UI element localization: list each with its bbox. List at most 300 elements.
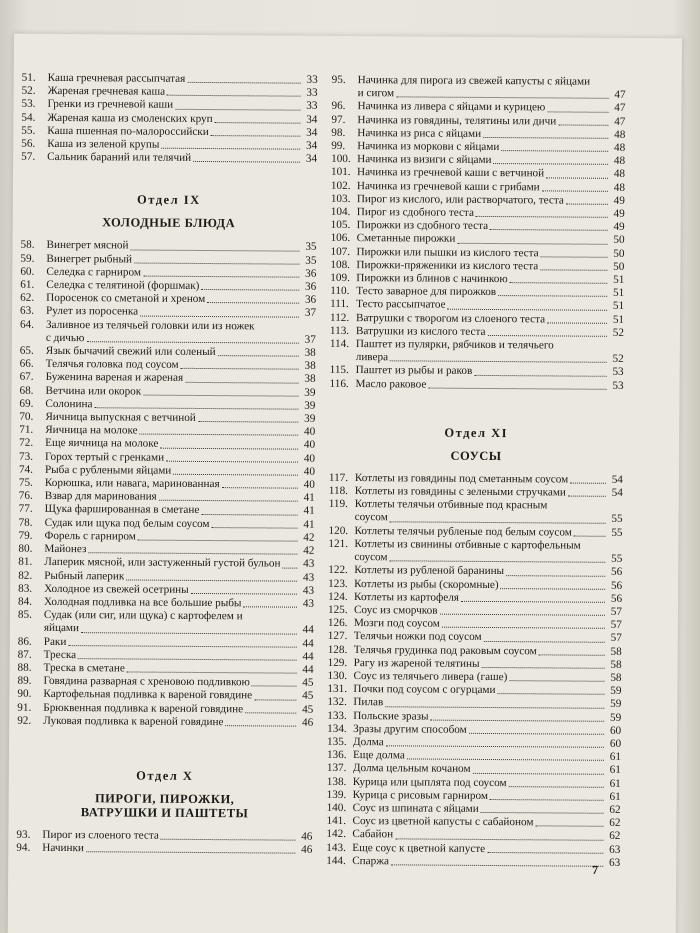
entry-number: 58.: [20, 239, 35, 252]
entry-number: 78.: [18, 516, 33, 529]
entry-title: Масло раковое: [355, 377, 427, 391]
entry-number: 105.: [330, 219, 351, 232]
entry-page: 35: [305, 254, 317, 267]
entry-number: 70.: [19, 410, 34, 423]
entry-page: 46: [301, 843, 313, 856]
entry-page: 43: [302, 584, 315, 597]
entry-number: 109.: [330, 271, 350, 285]
entry-title: Каша из зеленой крупы: [47, 137, 160, 151]
entry-title: Пилав: [353, 696, 384, 709]
entry-number: 93.: [16, 828, 31, 841]
entry-title: Поросенок со сметаной и хреном: [46, 292, 206, 306]
dot-leader: [78, 658, 297, 661]
entry-number: 103.: [330, 192, 351, 205]
entry-number: 96.: [331, 100, 346, 113]
entry-page: 51: [612, 313, 625, 326]
dot-leader: [207, 302, 299, 304]
dot-leader: [506, 575, 605, 577]
entry-title: Холодное из свежей осетрины: [44, 582, 189, 596]
dot-leader: [143, 394, 298, 396]
entry-number: 102.: [330, 179, 351, 192]
entry-number: 111.: [330, 298, 349, 311]
entry-page: 44: [302, 650, 314, 663]
dot-leader: [211, 527, 297, 529]
entry-title: Телячьи ножки под соусом: [353, 630, 482, 644]
entry-number: 86.: [17, 635, 32, 648]
entry-page: 59: [610, 684, 622, 698]
entry-number: 116.: [329, 377, 349, 390]
entry-page: 62: [609, 816, 621, 830]
entry-page: 41: [303, 505, 315, 518]
dot-leader: [390, 361, 607, 364]
entry-title: Рыба с рублеными яйцами: [44, 463, 172, 477]
entry-title: Начинка из визиги с яйцами: [357, 153, 492, 167]
entry-page: 39: [304, 399, 316, 412]
dot-leader: [473, 772, 604, 774]
entry-page: 42: [303, 544, 315, 557]
entry-title: Начинка из моркови с яйцами: [357, 140, 500, 154]
entry-number: 133.: [327, 709, 347, 722]
entry-page: 61: [609, 764, 621, 777]
dot-leader: [482, 667, 605, 669]
entry-page: 36: [305, 280, 317, 293]
entry-page: 58: [610, 658, 622, 671]
entry-title: Курица с рисовым гарниром: [352, 788, 489, 802]
entry-page: 40: [303, 452, 316, 465]
entry-number: 123.: [328, 577, 348, 590]
dot-leader: [181, 368, 299, 370]
entry-title: Рагу из жареной телятины: [353, 656, 480, 670]
entry-title: Каша пшенная по-малороссийски: [47, 124, 209, 138]
entry-number: 94.: [16, 841, 31, 854]
entry-page: 45: [302, 676, 314, 689]
entry-number: 143.: [326, 841, 346, 854]
entry-title: Лаперик мясной, или застуженный густой бульон: [44, 556, 281, 570]
toc-entry: [20, 318, 316, 346]
entry-number: 95.: [331, 73, 346, 86]
entry-number: 92.: [17, 714, 32, 727]
entry-page: 51: [612, 287, 625, 300]
entry-number: 101.: [331, 166, 351, 179]
entry-number: 137.: [326, 762, 347, 775]
entry-title: Пирожки из блинов с начинкою: [356, 272, 508, 286]
entry-title: Долма цельным кочаном: [352, 762, 471, 776]
entry-title: Картофельная подливка к вареной говядине: [43, 688, 253, 702]
entry-title: Начинка из говядины, телятины или дичи: [357, 113, 557, 128]
dot-leader: [126, 579, 297, 581]
entry-title: Мозги под соусом: [353, 617, 440, 630]
entry-page: 55: [611, 552, 623, 566]
entry-title: Тесто заварное для пирожков: [356, 285, 497, 299]
entry-title: Форель с гарниром: [44, 529, 136, 543]
entry-title: Селедка с гарниром: [46, 265, 142, 279]
entry-number: 51.: [21, 71, 36, 84]
entry-number: 115.: [329, 364, 349, 377]
entry-number: 135.: [327, 735, 347, 748]
entry-number: 104.: [330, 205, 351, 219]
entry-page: 41: [303, 518, 315, 531]
dot-leader: [431, 719, 605, 721]
dot-leader: [558, 124, 608, 125]
entry-title: Пирог из кислого, или растворчатого, теста: [356, 192, 564, 207]
entry-number: 66.: [19, 357, 34, 371]
dot-leader: [138, 540, 298, 542]
entry-title: Гренки из гречневой каши: [47, 98, 174, 112]
entry-page: 60: [609, 737, 622, 750]
toc-list-section-xi: [326, 472, 623, 870]
dot-leader: [198, 421, 299, 423]
dot-leader: [161, 839, 296, 841]
entry-number: 57.: [21, 150, 36, 164]
entry-title: Говядина разварная с хреновою подливкою: [43, 675, 250, 689]
entry-title: Корюшка, или навага, маринованная: [44, 476, 220, 491]
section-ix-title: ХОЛОДНЫЕ БЛЮДА: [102, 215, 236, 231]
entry-number: 87.: [17, 648, 32, 661]
entry-page: 58: [610, 645, 622, 658]
entry-page: 35: [305, 241, 317, 254]
entry-title: Язык бычачий свежий или соленый: [45, 344, 216, 359]
entry-page: 50: [613, 260, 625, 273]
entry-title: Пирожки из сдобного теста: [356, 219, 489, 233]
entry-number: 134.: [327, 722, 347, 735]
toc-entry: [18, 609, 314, 637]
dot-leader: [540, 269, 607, 270]
entry-title: Начинка для пирога из свежей капусты с яйцами: [357, 74, 591, 88]
entry-page: 48: [613, 155, 626, 168]
entry-title: Еще соус к цветной капусте: [352, 841, 486, 855]
entry-number: 80.: [18, 542, 33, 555]
toc-entry: [330, 338, 624, 366]
entry-page: 61: [609, 777, 621, 790]
dot-leader: [134, 262, 299, 264]
entry-title: Соус из цветной капусты с сабайоном: [352, 815, 534, 829]
entry-page: 54: [611, 486, 623, 500]
entry-number: 60.: [20, 265, 35, 278]
entry-number: 113.: [329, 324, 350, 337]
entry-title: Начинки: [42, 842, 84, 855]
entry-number: 64.: [19, 318, 35, 331]
section-x-label: Отдел X: [136, 768, 194, 783]
entry-number: 74.: [18, 463, 33, 476]
entry-page: 43: [303, 557, 315, 571]
entry-title: Жареная гречневая каша: [47, 85, 166, 98]
entry-number: 140.: [326, 801, 347, 814]
entry-page: 38: [304, 359, 316, 373]
entry-title: Спаржа: [352, 854, 390, 868]
entry-page: 36: [305, 267, 317, 280]
toc-list-section-ix: [17, 239, 316, 730]
dot-leader: [140, 434, 299, 436]
entry-title: Буженина вареная и жареная: [45, 371, 184, 385]
entry-number: 124.: [328, 590, 348, 603]
entry-title: Взвар для маринования: [44, 490, 157, 503]
dot-leader: [193, 161, 300, 163]
entry-number: 129.: [327, 656, 348, 669]
entry-number: 131.: [327, 682, 348, 696]
entry-number: 122.: [328, 564, 348, 577]
entry-title: Котлеты из рыбы (скоромные): [354, 577, 499, 591]
entry-title: Ватрушки из кислого теста: [355, 324, 486, 338]
entry-title: Майонез: [44, 542, 87, 556]
dot-leader: [86, 341, 298, 343]
dot-leader: [461, 601, 605, 603]
dot-leader: [140, 315, 299, 317]
entry-page: 50: [613, 247, 625, 260]
right-column: [326, 74, 626, 870]
dot-leader: [535, 826, 603, 827]
entry-number: 77.: [18, 503, 33, 516]
dot-leader: [476, 216, 608, 218]
entry-page: 56: [611, 566, 623, 579]
entry-page: 40: [303, 478, 315, 491]
dot-leader: [510, 282, 608, 284]
entry-title: Курица или цыплята под соусом: [352, 775, 507, 789]
entry-title: Зразы другим способом: [353, 722, 467, 736]
entry-title: Котлеты телячьи рубленые под белым соусом: [354, 524, 572, 539]
entry-page: 57: [610, 605, 623, 618]
entry-number: 54.: [21, 111, 36, 124]
entry-page: 63: [609, 843, 621, 856]
dot-leader: [448, 308, 608, 310]
entry-number: 127.: [327, 630, 348, 643]
toc-list-left-top: [21, 72, 318, 166]
entry-number: 61.: [20, 278, 35, 291]
dot-leader: [487, 852, 603, 854]
entry-title-continued: и сигом: [357, 87, 395, 100]
dot-leader: [568, 496, 606, 497]
dot-leader: [541, 256, 608, 257]
entry-number: 75.: [18, 476, 33, 489]
dot-leader: [243, 606, 297, 607]
entry-number: 114.: [329, 337, 350, 351]
entry-number: 88.: [17, 661, 32, 674]
entry-number: 139.: [326, 788, 347, 801]
entry-number: 68.: [19, 384, 34, 397]
entry-page: 45: [302, 690, 314, 703]
entry-number: 128.: [327, 643, 348, 656]
section-x-title-line1: ПИРОГИ, ПИРОЖКИ,: [94, 791, 235, 807]
entry-title-continued: с дичью: [45, 331, 85, 345]
dot-leader: [175, 108, 300, 110]
entry-title: Рыбный лаперик: [44, 569, 125, 582]
dot-leader: [501, 588, 606, 590]
entry-number: 110.: [330, 285, 350, 298]
entry-title: Телячья головка под соусом: [45, 358, 179, 372]
dot-leader: [245, 712, 296, 713]
entry-page: 61: [609, 750, 622, 764]
dot-leader: [385, 706, 604, 709]
dot-leader: [469, 733, 604, 735]
entry-number: 91.: [17, 701, 32, 714]
entry-number: 130.: [327, 669, 348, 682]
entry-number: 56.: [21, 137, 36, 150]
entry-page: 48: [613, 168, 626, 181]
dot-leader: [574, 535, 606, 536]
entry-title: Котлеты телячьи отбивные под красным: [354, 498, 548, 512]
entry-title-continued: ливера: [355, 351, 389, 364]
toc-entry: [329, 498, 623, 526]
entry-page: 48: [613, 181, 625, 194]
dot-leader: [490, 229, 608, 231]
entry-number: 97.: [331, 113, 346, 126]
dot-leader: [282, 567, 297, 568]
entry-title: Котлеты из картофеля: [354, 590, 459, 604]
entry-title: Пирожки-пряженики из кислого теста: [356, 258, 539, 273]
entry-title: Начинка из риса с яйцами: [357, 126, 482, 140]
entry-page: 61: [609, 790, 621, 803]
entry-page: 43: [302, 571, 315, 584]
entry-page: 62: [609, 830, 621, 843]
dot-leader: [254, 699, 296, 700]
toc-entry: [21, 151, 317, 166]
entry-number: 138.: [326, 775, 347, 788]
entry-page: 51: [613, 273, 625, 286]
dot-leader: [407, 759, 604, 761]
entry-number: 117.: [328, 471, 349, 484]
dot-leader: [566, 204, 608, 205]
toc-entry: [332, 74, 626, 102]
entry-title: Рулет из поросенка: [46, 305, 139, 318]
toc-list-right-top: [330, 74, 626, 393]
section-ix-label: Отдел IX: [136, 192, 201, 208]
entry-title: Винегрет рыбный: [46, 252, 133, 266]
dot-leader: [439, 614, 604, 616]
entry-title: Селедка с телятиной (форшмак): [46, 278, 200, 293]
dot-leader: [130, 249, 299, 251]
toc-entry: [17, 714, 313, 729]
dot-leader: [173, 474, 298, 476]
entry-number: 71.: [19, 423, 34, 437]
entry-title: Судак или щука под белым соусом: [44, 516, 210, 530]
dot-leader: [494, 163, 609, 165]
entry-page: 48: [614, 128, 626, 141]
entry-number: 89.: [17, 674, 32, 687]
dot-leader: [159, 500, 298, 502]
entry-number: 81.: [18, 556, 33, 569]
entry-number: 118.: [328, 484, 349, 498]
entry-page: 57: [610, 618, 622, 632]
section-xi-label: Отдел XI: [444, 425, 509, 441]
entry-number: 142.: [326, 828, 347, 841]
entry-number: 59.: [20, 252, 35, 265]
dot-leader: [222, 487, 298, 489]
dot-leader: [481, 812, 604, 814]
dot-leader: [94, 407, 298, 409]
dot-leader: [490, 799, 604, 801]
entry-title: Котлеты из говядины под сметанным соусом: [354, 471, 569, 486]
toc-entry: [330, 378, 624, 393]
entry-page: 34: [306, 139, 318, 152]
dot-leader: [509, 680, 604, 682]
entry-number: 73.: [19, 450, 34, 463]
entry-page: 39: [304, 412, 316, 425]
dot-leader: [484, 640, 605, 642]
dot-leader: [509, 786, 604, 788]
entry-page: 59: [610, 711, 622, 724]
entry-title: Пирожки или пышки из кислого теста: [356, 245, 539, 259]
entry-title: Польские зразы: [353, 709, 429, 723]
entry-page: 63: [609, 856, 621, 869]
entry-number: 90.: [17, 688, 32, 701]
entry-page: 49: [613, 221, 625, 234]
entry-number: 112.: [329, 311, 350, 324]
left-column: [16, 72, 317, 857]
entry-page: 34: [306, 113, 318, 126]
entry-title: Соус из сморчков: [353, 603, 438, 617]
entry-page: 37: [304, 307, 317, 320]
entry-title: Котлеты из говядины с зелеными стручками: [354, 485, 566, 499]
entry-number: 76.: [18, 489, 33, 503]
entry-page: 44: [302, 637, 314, 650]
entry-page: 47: [614, 115, 626, 128]
entry-number: 106.: [330, 232, 351, 245]
dot-leader: [167, 95, 301, 97]
entry-page: 58: [610, 671, 622, 684]
entry-page: 40: [303, 439, 316, 452]
dot-leader: [252, 686, 297, 687]
entry-page: 55: [611, 513, 623, 526]
entry-page: 39: [304, 386, 316, 399]
entry-number: 132.: [327, 696, 347, 709]
entry-page: 40: [304, 425, 316, 439]
entry-page: 40: [303, 465, 315, 478]
entry-number: 125.: [327, 603, 348, 616]
entry-title: Котлеты из рубленой баранины: [354, 564, 505, 578]
entry-number: 144.: [326, 854, 346, 867]
entry-title: Щука фаршированная в сметане: [44, 503, 200, 517]
dot-leader: [211, 135, 301, 137]
entry-title: Солонина: [45, 397, 93, 411]
page-number: 7: [592, 862, 599, 877]
entry-number: 98.: [331, 126, 346, 139]
dot-leader: [218, 355, 299, 357]
entry-page: 43: [302, 597, 315, 610]
toc-entry: [326, 855, 620, 870]
entry-number: 53.: [21, 98, 36, 111]
entry-number: 84.: [18, 595, 33, 608]
entry-title: Холодная подливка на все большие рыбы: [44, 595, 242, 610]
entry-page: 36: [304, 293, 317, 307]
entry-title: Котлеты из свинины отбивные с картофельным: [354, 537, 581, 552]
dot-leader: [81, 632, 297, 635]
entry-title-continued: соусом: [354, 511, 388, 524]
entry-title: Телячья грудинка под раковым соусом: [353, 643, 537, 657]
entry-title: Паштет из пулярки, рябчиков и телячьего: [355, 338, 554, 352]
toc-entry: [16, 842, 312, 857]
entry-number: 67.: [19, 371, 34, 384]
entry-page: 33: [306, 100, 318, 113]
dot-leader: [497, 693, 604, 695]
entry-number: 82.: [18, 569, 33, 582]
entry-page: 37: [304, 333, 316, 346]
entry-title: Долма: [353, 735, 384, 749]
entry-title: Луковая подливка к вареной говядине: [43, 714, 224, 728]
entry-page: 38: [304, 346, 316, 359]
dot-leader: [501, 150, 608, 152]
entry-title: Пирог из слоеного теста: [42, 828, 159, 842]
dot-leader: [457, 242, 607, 244]
entry-page: 57: [610, 632, 622, 645]
entry-number: 107.: [330, 245, 351, 258]
entry-number: 63.: [20, 305, 35, 318]
entry-title: Треска: [43, 648, 77, 661]
dot-leader: [498, 296, 607, 298]
entry-title: Ветчина или окорок: [45, 384, 142, 398]
entry-number: 79.: [18, 529, 33, 542]
entry-number: 65.: [19, 344, 34, 357]
entry-title: Брюквенная подливка к вареной говядине: [43, 701, 244, 715]
dot-leader: [185, 382, 298, 384]
